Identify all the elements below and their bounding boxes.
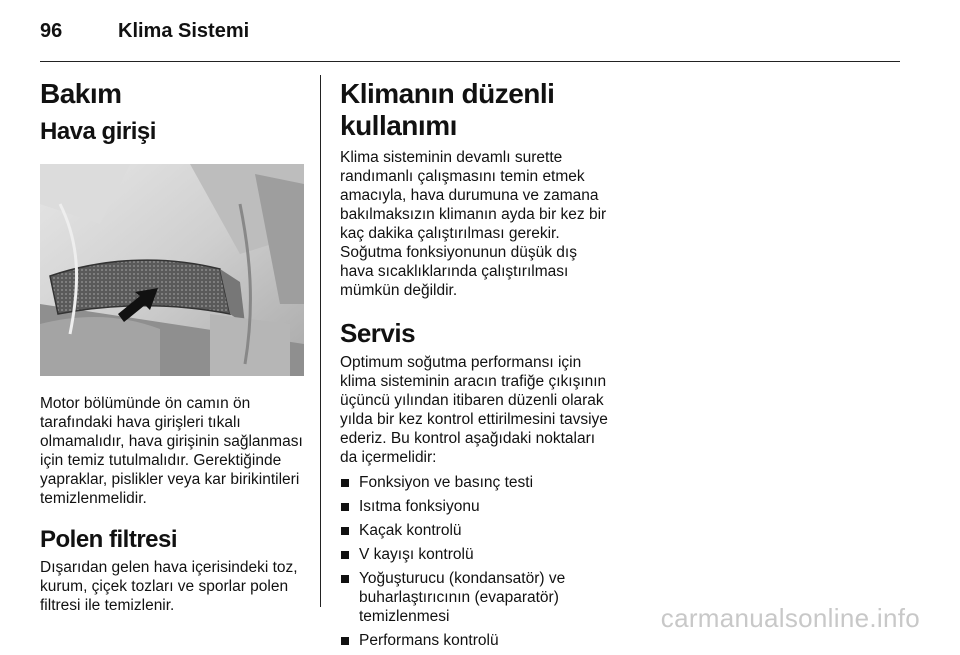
list-item: Yoğuşturucu (kondansatör) ve buharlaştırıcının (evaparatör) temizlenmesi (340, 569, 608, 626)
air-inlet-heading: Hava girişi (40, 118, 156, 145)
column-divider (320, 75, 321, 607)
engine-compartment-photo (40, 164, 304, 376)
maintenance-title: Bakım (40, 78, 122, 109)
list-item: Kaçak kontrolü (340, 521, 608, 540)
list-item: V kayışı kontrolü (340, 545, 608, 564)
pollen-filter-heading: Polen filtresi (40, 526, 178, 553)
square-bullet-icon (341, 503, 349, 511)
list-item: Fonksiyon ve basınç testi (340, 473, 608, 492)
air-inlet-text: Motor bölümünde ön camın ön tarafındaki hava girişleri tıkalı olmamalıdır, hava girişinin sağlanması için temiz tutulmalıdır. Gerektiğinde yapraklar, pislikler veya kar birikintileri temizlenmelidir. (40, 395, 303, 507)
service-heading: Servis (340, 318, 416, 348)
square-bullet-icon (341, 575, 349, 583)
page-number: 96 (40, 20, 63, 42)
middle-column (340, 70, 608, 655)
watermark: carmanualsonline.info (660, 603, 920, 633)
square-bullet-icon (341, 479, 349, 487)
page-header (40, 20, 249, 46)
square-bullet-icon (341, 637, 349, 645)
header-rule (40, 61, 900, 62)
list-item: Isıtma fonksiyonu (340, 497, 608, 516)
service-checklist (340, 473, 608, 650)
list-item: Performans kontrolü (340, 631, 608, 650)
left-column (40, 70, 308, 615)
square-bullet-icon (341, 527, 349, 535)
pollen-filter-text: Dışarıdan gelen hava içerisindeki toz, kurum, çiçek tozları ve sporlar polen filtresi ile temizlenir. (40, 559, 298, 614)
regular-use-text: Klima sisteminin devamlı surette randımanlı çalışmasını temin etmek amacıyla, hava durumuna ve zamana bakılmaksızın klimanın ayda bir kez bir kaç dakika çalıştırılması gerekir. Soğutma fonksiyonunun düşük dış hava sıcaklıklarında çalıştırılması mümkün değildir. (340, 149, 607, 299)
regular-use-heading: Klimanın düzenli kullanımı (340, 78, 555, 141)
service-text: Optimum soğutma performansı için klima sisteminin aracın trafiğe çıkışının üçüncü yılından itibaren düzenli olarak yılda bir kez kontrol ettirilmesini tavsiye ederiz. Bu kontrol aşağıdaki noktaları da içermelidir: (340, 354, 608, 466)
square-bullet-icon (341, 551, 349, 559)
section-title: Klima Sistemi (118, 20, 250, 42)
